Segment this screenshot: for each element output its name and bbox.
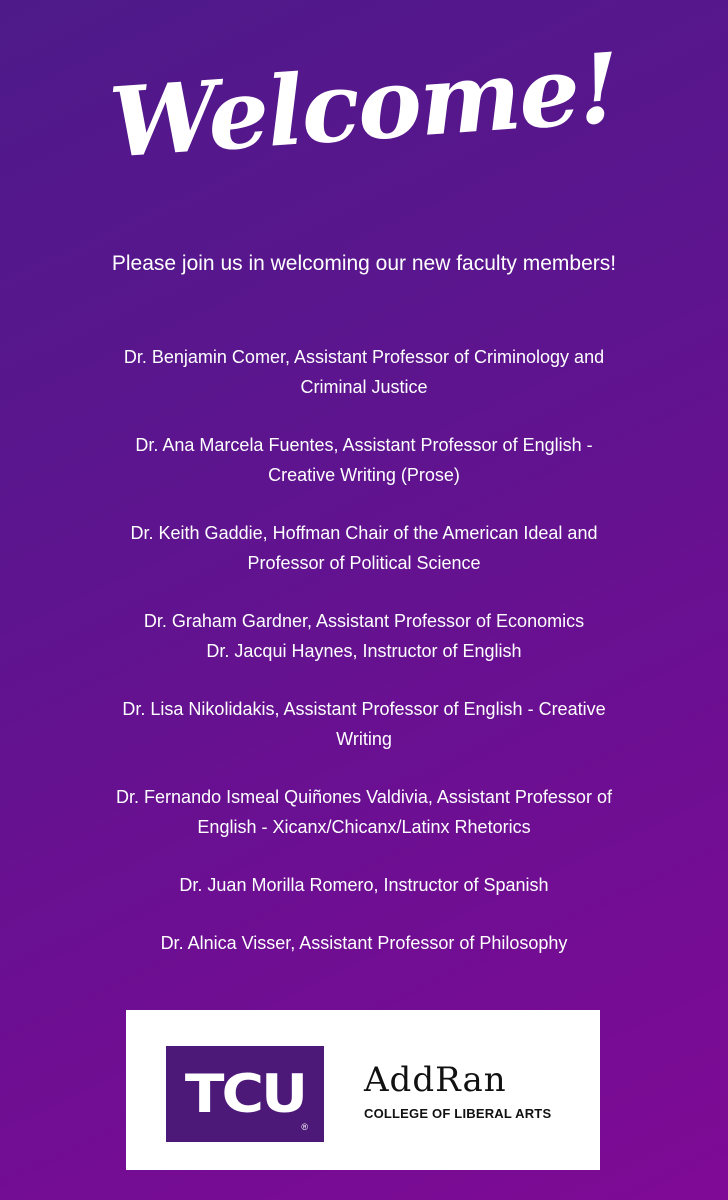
welcome-title: Welcome!	[106, 31, 622, 180]
addran-logo: AddRan	[364, 1060, 507, 1100]
tcu-logo-text: TCU	[184, 1063, 306, 1125]
logo-panel	[126, 1010, 600, 1170]
faculty-line: Criminal Justice	[300, 377, 428, 397]
faculty-line: Dr. Juan Morilla Romero, Instructor of Spanish	[179, 875, 549, 895]
faculty-line: Dr. Ana Marcela Fuentes, Assistant Professor of English -	[135, 435, 593, 455]
faculty-line: Dr. Alnica Visser, Assistant Professor of Philosophy	[160, 933, 568, 953]
registered-mark: ®	[301, 1122, 308, 1132]
faculty-list	[60, 342, 668, 986]
faculty-line: English - Xicanx/Chicanx/Latinx Rhetorics	[197, 817, 531, 837]
faculty-line: Dr. Lisa Nikolidakis, Assistant Professor of English - Creative	[122, 699, 606, 719]
faculty-line: Dr. Benjamin Comer, Assistant Professor of Criminology and	[123, 347, 605, 367]
faculty-line: Dr. Jacqui Haynes, Instructor of English	[206, 641, 522, 661]
faculty-line: Dr. Fernando Ismeal Quiñones Valdivia, Assistant Professor of	[116, 787, 612, 807]
faculty-line: Creative Writing (Prose)	[268, 465, 460, 485]
faculty-line: Dr. Keith Gaddie, Hoffman Chair of the American Ideal and	[130, 523, 598, 543]
intro-text: Please join us in welcoming our new faculty members!	[111, 252, 617, 275]
faculty-line: Professor of Political Science	[247, 553, 481, 573]
faculty-line: Writing	[336, 729, 392, 749]
college-name: COLLEGE OF LIBERAL ARTS	[364, 1106, 552, 1121]
faculty-line: Dr. Graham Gardner, Assistant Professor of Economics	[143, 611, 585, 631]
tcu-logo	[166, 1046, 324, 1142]
